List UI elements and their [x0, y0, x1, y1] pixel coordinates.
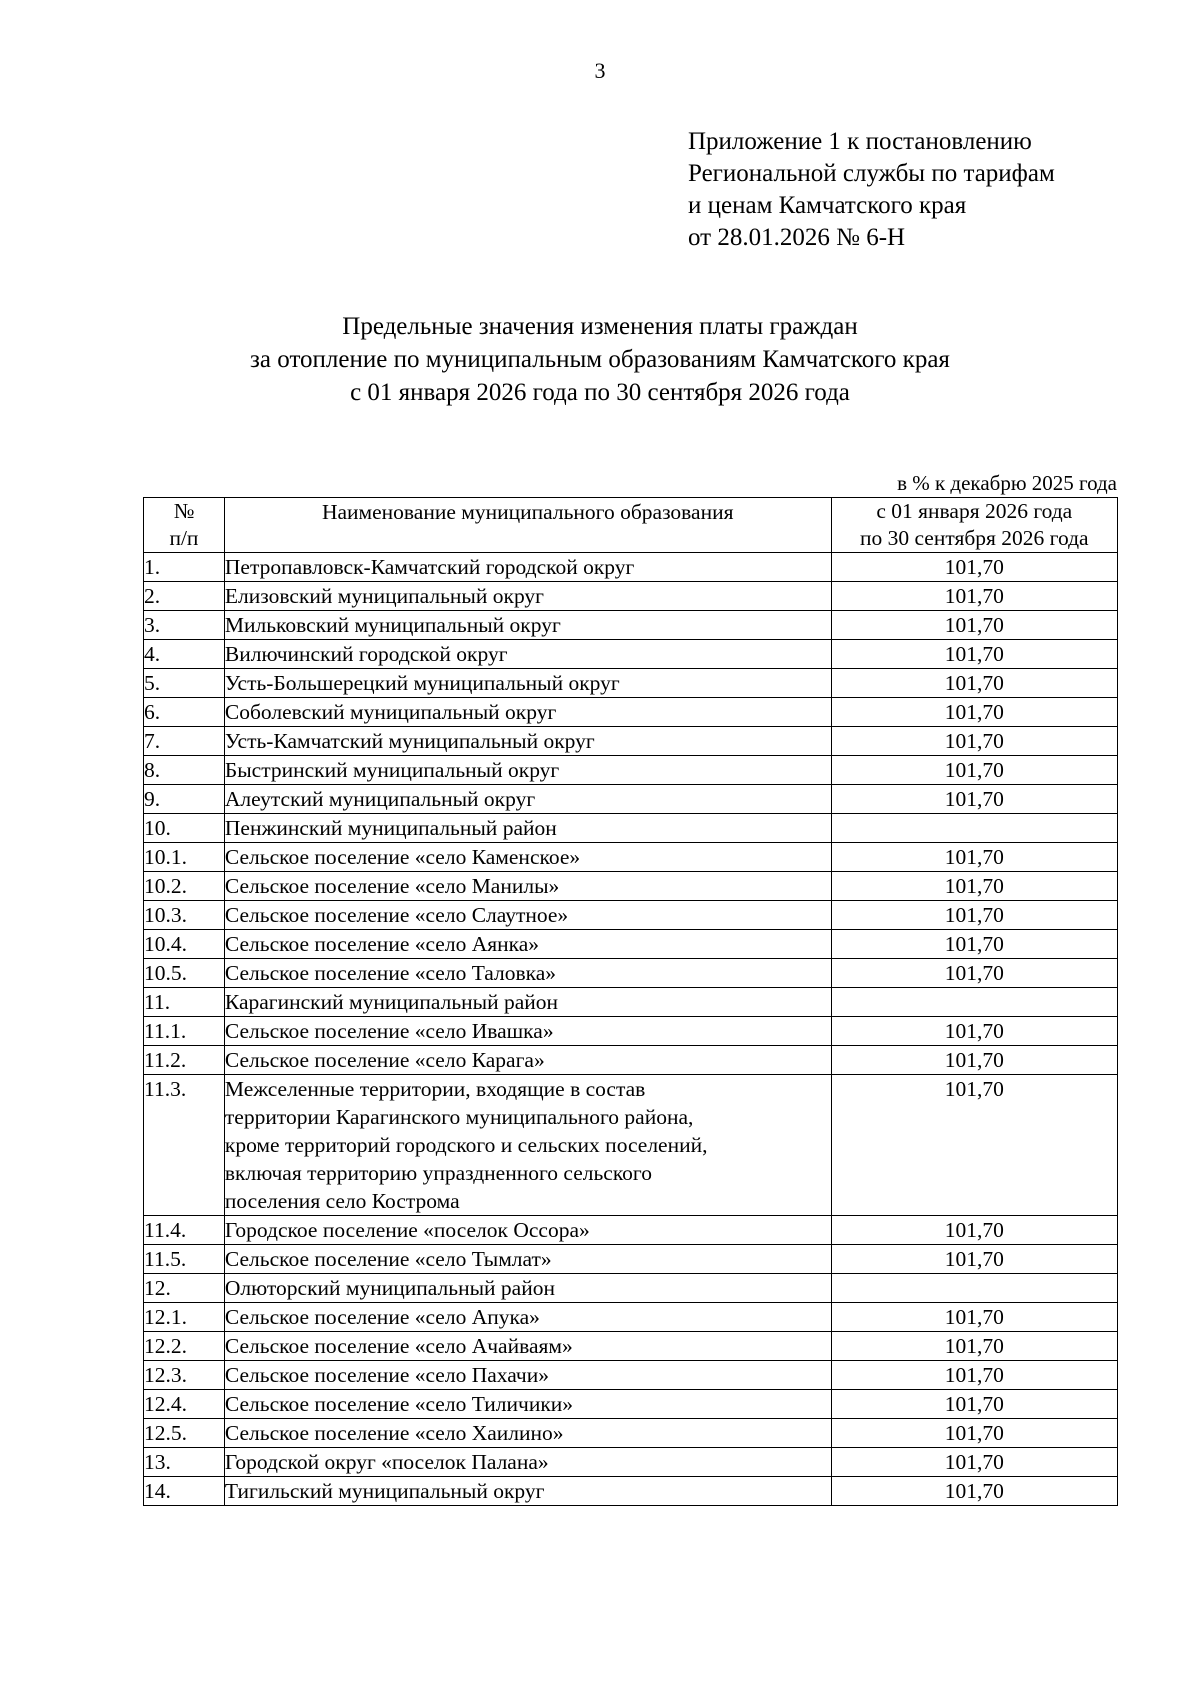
- row-number: 7.: [144, 727, 225, 756]
- row-number: 10.2.: [144, 872, 225, 901]
- header-name: Наименование муниципального образования: [224, 498, 831, 553]
- row-value: 101,70: [831, 1216, 1117, 1245]
- table-row: [144, 1332, 1118, 1361]
- row-number: 12.2.: [144, 1332, 225, 1361]
- header-number-line: п/п: [169, 526, 199, 550]
- unit-note: в % к декабрю 2025 года: [897, 471, 1117, 495]
- row-value: 101,70: [831, 1390, 1117, 1419]
- row-number: 12.3.: [144, 1361, 225, 1390]
- row-value: 101,70: [831, 698, 1117, 727]
- header-value-line: по 30 сентября 2026 года: [859, 526, 1089, 550]
- row-value: 101,70: [831, 1017, 1117, 1046]
- table-row: [144, 1245, 1118, 1274]
- table-row: [144, 1075, 1118, 1216]
- row-number: 1.: [144, 553, 225, 582]
- row-value: 101,70: [831, 872, 1117, 901]
- row-number: 12.4.: [144, 1390, 225, 1419]
- title-line: Предельные значения изменения платы граждан: [342, 313, 858, 340]
- header-value-line: с 01 января 2026 года: [876, 499, 1073, 523]
- row-value: 101,70: [831, 1332, 1117, 1361]
- row-value: 101,70: [831, 1448, 1117, 1477]
- row-value: 101,70: [831, 959, 1117, 988]
- row-value: 101,70: [831, 1245, 1117, 1274]
- row-number: 13.: [144, 1448, 225, 1477]
- table-row: [144, 611, 1118, 640]
- row-name: Алеутский муниципальный округ: [224, 785, 831, 814]
- table-row: [144, 582, 1118, 611]
- table-row: [144, 1390, 1118, 1419]
- row-name: Городской округ «поселок Палана»: [224, 1448, 831, 1477]
- table-row: [144, 1303, 1118, 1332]
- row-value: [831, 1274, 1117, 1303]
- tariff-table: [143, 497, 1118, 1506]
- header-number-line: №: [173, 499, 195, 523]
- row-value: 101,70: [831, 611, 1117, 640]
- row-number: 10.: [144, 814, 225, 843]
- table-row: [144, 640, 1118, 669]
- row-value: 101,70: [831, 1046, 1117, 1075]
- row-name: Мильковский муниципальный округ: [224, 611, 831, 640]
- row-name-line: включая территорию упраздненного сельского: [224, 1161, 652, 1185]
- row-name: Усть-Большерецкий муниципальный округ: [224, 669, 831, 698]
- row-number: 6.: [144, 698, 225, 727]
- row-number: 3.: [144, 611, 225, 640]
- table-row: [144, 1419, 1118, 1448]
- header-number: [144, 498, 225, 553]
- row-value: 101,70: [831, 1477, 1117, 1506]
- row-number: 12.1.: [144, 1303, 225, 1332]
- table-row: [144, 1017, 1118, 1046]
- table-row: [144, 785, 1118, 814]
- table-row: [144, 1216, 1118, 1245]
- row-number: 11.: [144, 988, 225, 1017]
- row-name: Сельское поселение «село Ивашка»: [224, 1017, 831, 1046]
- row-value: 101,70: [831, 1075, 1117, 1216]
- row-name: Сельское поселение «село Тиличики»: [224, 1390, 831, 1419]
- table-row: [144, 1448, 1118, 1477]
- row-name-line: кроме территорий городского и сельских поселений,: [224, 1133, 708, 1157]
- row-value: 101,70: [831, 756, 1117, 785]
- row-name-line: территории Карагинского муниципального района,: [224, 1105, 694, 1129]
- row-name: Сельское поселение «село Манилы»: [224, 872, 831, 901]
- row-name: Городское поселение «поселок Оссора»: [224, 1216, 831, 1245]
- row-number: 5.: [144, 669, 225, 698]
- row-number: 8.: [144, 756, 225, 785]
- row-value: [831, 988, 1117, 1017]
- row-number: 11.5.: [144, 1245, 225, 1274]
- title-line: с 01 января 2026 года по 30 сентября 2026 года: [350, 379, 850, 406]
- row-number: 2.: [144, 582, 225, 611]
- row-number: 14.: [144, 1477, 225, 1506]
- row-name: Елизовский муниципальный округ: [224, 582, 831, 611]
- table-header-row: [144, 498, 1118, 553]
- row-number: 9.: [144, 785, 225, 814]
- row-number: 11.1.: [144, 1017, 225, 1046]
- table-body: [144, 553, 1118, 1506]
- row-name: Сельское поселение «село Каменское»: [224, 843, 831, 872]
- row-value: 101,70: [831, 640, 1117, 669]
- row-number: 12.: [144, 1274, 225, 1303]
- table-row: [144, 1361, 1118, 1390]
- row-number: 4.: [144, 640, 225, 669]
- row-name: Соболевский муниципальный округ: [224, 698, 831, 727]
- table-row: [144, 988, 1118, 1017]
- row-value: 101,70: [831, 843, 1117, 872]
- row-number: 11.3.: [144, 1075, 225, 1216]
- row-value: 101,70: [831, 930, 1117, 959]
- row-number: 10.4.: [144, 930, 225, 959]
- row-name: Пенжинский муниципальный район: [224, 814, 831, 843]
- table-row: [144, 1046, 1118, 1075]
- appendix-line: от 28.01.2026 № 6-Н: [688, 224, 906, 251]
- appendix-line: и ценам Камчатского края: [688, 192, 967, 219]
- row-name: Олюторский муниципальный район: [224, 1274, 831, 1303]
- row-name: Сельское поселение «село Ачайваям»: [224, 1332, 831, 1361]
- table-row: [144, 1274, 1118, 1303]
- appendix-line: Региональной службы по тарифам: [688, 160, 1055, 187]
- row-name: Сельское поселение «село Таловка»: [224, 959, 831, 988]
- table-row: [144, 553, 1118, 582]
- row-number: 11.4.: [144, 1216, 225, 1245]
- row-value: 101,70: [831, 553, 1117, 582]
- row-value: 101,70: [831, 1361, 1117, 1390]
- table-row: [144, 669, 1118, 698]
- row-value: 101,70: [831, 901, 1117, 930]
- row-name: Сельское поселение «село Апука»: [224, 1303, 831, 1332]
- table-row: [144, 756, 1118, 785]
- row-name-line: Межселенные территории, входящие в состав: [224, 1077, 646, 1101]
- page-number: 3: [594, 58, 606, 83]
- table-row: [144, 901, 1118, 930]
- row-value: 101,70: [831, 785, 1117, 814]
- table-row: [144, 930, 1118, 959]
- table-row: [144, 959, 1118, 988]
- row-value: 101,70: [831, 1419, 1117, 1448]
- row-number: 10.5.: [144, 959, 225, 988]
- row-value: [831, 814, 1117, 843]
- table-row: [144, 727, 1118, 756]
- row-number: 12.5.: [144, 1419, 225, 1448]
- row-value: 101,70: [831, 1303, 1117, 1332]
- row-name: [224, 1075, 831, 1216]
- table-row: [144, 1477, 1118, 1506]
- row-name: Тигильский муниципальный округ: [224, 1477, 831, 1506]
- document-title: [100, 310, 1100, 409]
- row-name: Усть-Камчатский муниципальный округ: [224, 727, 831, 756]
- row-name: Сельское поселение «село Тымлат»: [224, 1245, 831, 1274]
- appendix-line: Приложение 1 к постановлению: [688, 128, 1032, 155]
- table-row: [144, 814, 1118, 843]
- row-number: 10.3.: [144, 901, 225, 930]
- row-value: 101,70: [831, 727, 1117, 756]
- row-name-line: поселения село Кострома: [224, 1189, 460, 1213]
- row-name: Сельское поселение «село Аянка»: [224, 930, 831, 959]
- row-value: 101,70: [831, 582, 1117, 611]
- row-name: Вилючинский городской округ: [224, 640, 831, 669]
- row-number: 10.1.: [144, 843, 225, 872]
- table-row: [144, 698, 1118, 727]
- row-name: Сельское поселение «село Слаутное»: [224, 901, 831, 930]
- row-number: 11.2.: [144, 1046, 225, 1075]
- row-name: Быстринский муниципальный округ: [224, 756, 831, 785]
- table-row: [144, 843, 1118, 872]
- appendix-reference: [688, 126, 1055, 254]
- row-name: Сельское поселение «село Карага»: [224, 1046, 831, 1075]
- row-name: Сельское поселение «село Пахачи»: [224, 1361, 831, 1390]
- row-value: 101,70: [831, 669, 1117, 698]
- row-name: Сельское поселение «село Хаилино»: [224, 1419, 831, 1448]
- row-name: Петропавловск-Камчатский городской округ: [224, 553, 831, 582]
- table-row: [144, 872, 1118, 901]
- row-name: Карагинский муниципальный район: [224, 988, 831, 1017]
- title-line: за отопление по муниципальным образованиям Камчатского края: [250, 346, 950, 373]
- header-value: [831, 498, 1117, 553]
